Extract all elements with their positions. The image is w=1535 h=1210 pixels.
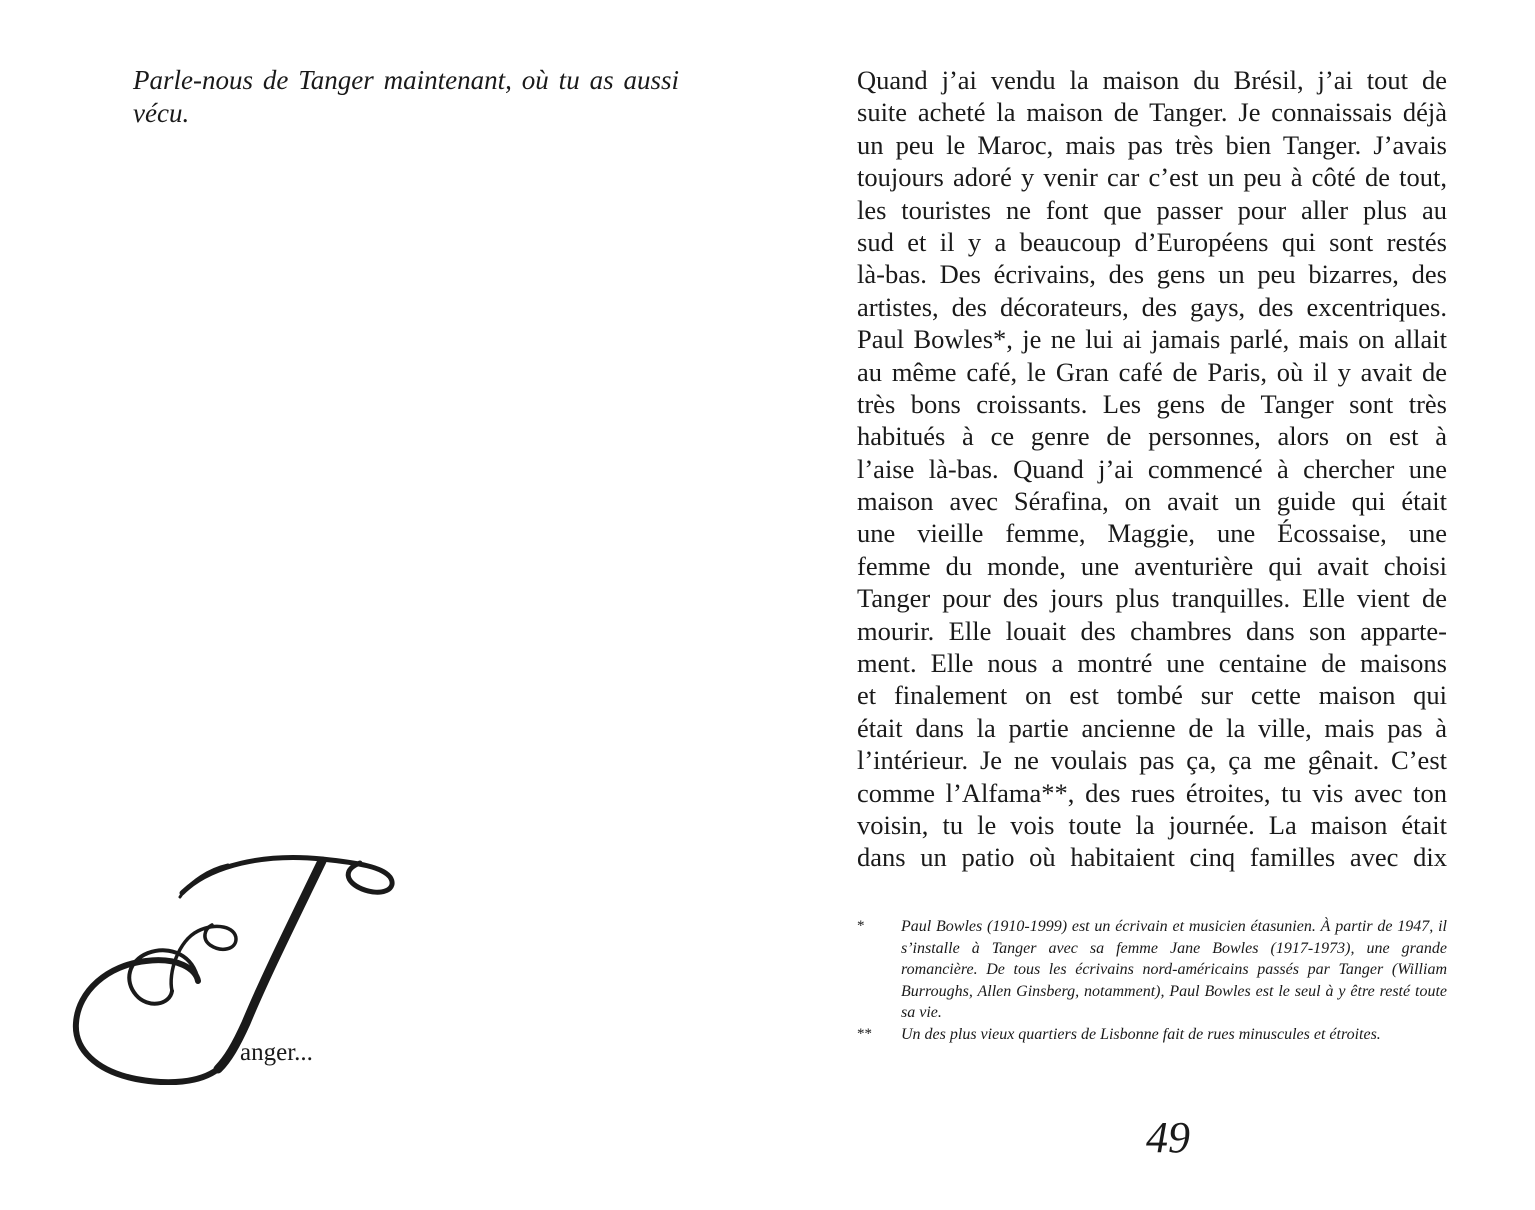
footnote-text: Un des plus vieux quartiers de Lisbonne fait de rues minuscules et étroites. (901, 1025, 1381, 1043)
interview-question: Parle-nous de Tanger maintenant, où tu as aussi vécu. (133, 65, 679, 128)
body-line: mourir. Elle louait des chambres dans son apparte- (857, 615, 1447, 646)
footnote-mark: * (857, 918, 865, 934)
page-number (1128, 1110, 1208, 1166)
footnote (857, 916, 1447, 1024)
body-text (857, 64, 1447, 874)
body-line: l’intérieur. Je ne voulais pas ça, ça me gênait. C’est (857, 745, 1447, 776)
body-line: Paul Bowles*, je ne lui ai jamais parlé, mais on allait (857, 324, 1447, 355)
body-line: un peu le Maroc, mais pas très bien Tanger. J’avais (857, 129, 1447, 160)
body-line: femme du monde, une aventurière qui avait choisi (857, 550, 1447, 581)
body-line: habitués à ce genre de personnes, alors on est à (857, 421, 1447, 452)
body-line: Tanger pour des jours plus tranquilles. Elle vient de (857, 583, 1447, 614)
ornamental-initial-t (60, 845, 405, 1085)
body-line: Quand j’ai vendu la maison du Brésil, j’ai tout de (857, 65, 1447, 95)
footnote-mark: ** (857, 1025, 872, 1042)
body-line: une vieille femme, Maggie, une Écossaise, une (857, 518, 1447, 549)
footnote (857, 1024, 1447, 1046)
body-line: très bons croissants. Les gens de Tanger sont très (857, 388, 1447, 419)
body-line: et finalement on est tombé sur cette maison qui (857, 680, 1447, 711)
body-line: suite acheté la maison de Tanger. Je connaissais déjà (857, 97, 1447, 128)
page-number-text: 49 (1146, 1113, 1190, 1162)
body-line: ment. Elle nous a montré une centaine de maisons (857, 648, 1447, 679)
body-line: était dans la partie ancienne de la ville, mais pas à (857, 712, 1447, 743)
body-line: voisin, tu le vois toute la journée. La maison était (857, 809, 1447, 840)
body-line: comme l’Alfama**, des rues étroites, tu vis avec ton (857, 777, 1447, 808)
body-line: toujours adoré y venir car c’est un peu à côté de tout, (857, 162, 1447, 193)
body-line: l’aise là-bas. Quand j’ai commencé à chercher une (857, 453, 1447, 484)
footnote-text: Paul Bowles (1910-1999) est un écrivain et musicien étasunien. À partir de 1947, il s’installe à Tanger avec sa femme Jane Bowles (1917-1973), une grande romancière. De tous les écrivains nord-américains passés par Tanger (William Burroughs, Allen Ginsberg, notamment), Paul Bowles est le seul à y être resté toute sa vie. (901, 918, 1447, 1022)
body-line: artistes, des décorateurs, des gays, des excentriques. (857, 291, 1447, 322)
body-line: dans un patio où habitaient cinq familles avec dix (857, 842, 1447, 873)
footnotes (857, 916, 1447, 1046)
body-line: maison avec Sérafina, on avait un guide qui était (857, 486, 1447, 517)
body-line: les touristes ne font que passer pour aller plus au (857, 194, 1447, 225)
body-line: là-bas. Des écrivains, des gens un peu bizarres, des (857, 259, 1447, 290)
body-line: au même café, le Gran café de Paris, où il y avait de (857, 356, 1447, 387)
chapter-title-rest: anger... (240, 1039, 313, 1066)
body-line: sud et il y a beaucoup d’Européens qui sont restés (857, 226, 1447, 257)
